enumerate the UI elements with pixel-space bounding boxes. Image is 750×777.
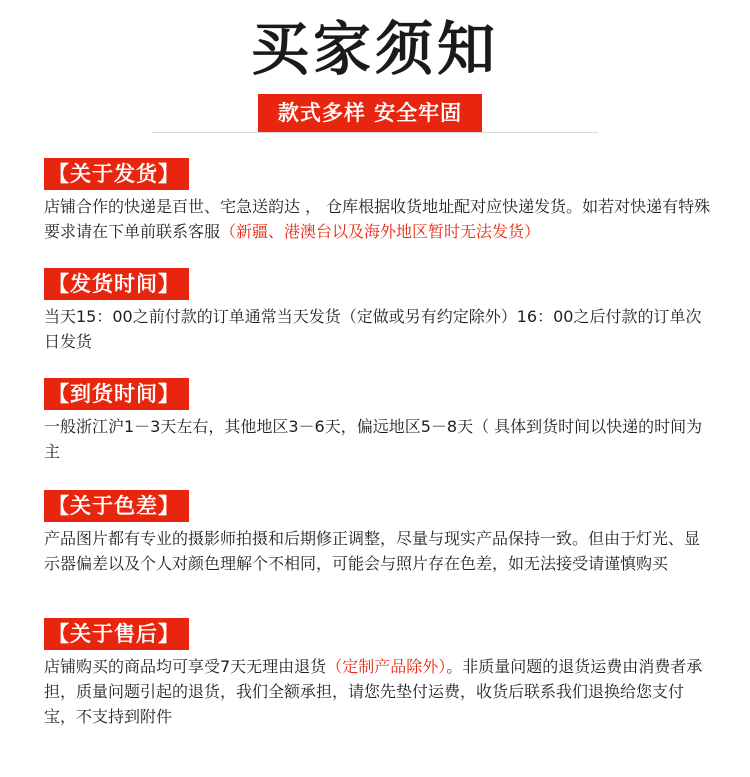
section-heading-color-difference: 【关于色差】 xyxy=(44,490,189,522)
section-text-color-difference: 产品图片都有专业的摄影师拍摄和后期修正调整，尽量与现实产品保持一致。但由于灯光、显示器偏差以及个人对颜色理解个不相同，可能会与照片存在色差，如无法接受请谨慎购买 xyxy=(44,529,701,573)
section-heading-after-sales: 【关于售后】 xyxy=(44,618,189,650)
section-heading-shipping-time: 【发货时间】 xyxy=(44,268,189,300)
section-text-shipping-time: 当天15：00之前付款的订单通常当天发货（定做或另有约定除外）16：00之后付款的订单次日发货 xyxy=(44,307,702,351)
section-body-after-sales-continued: 。非质量问题的退货运费由消费者承担，质量问题引起的退货，我们全额承担，请您先垫付运费，收货后联系我们退换给您支付宝，不支持到附件 xyxy=(44,657,703,726)
section-arrival-time xyxy=(44,378,714,464)
section-body-after-sales: 店铺购买的商品均可享受7天无理由退货 xyxy=(44,657,327,676)
section-text-shipping xyxy=(44,194,714,244)
section-highlight-after-sales: （定制产品除外） xyxy=(326,657,447,676)
section-highlight-shipping: （新疆、港澳台以及海外地区暂时无法发货） xyxy=(220,222,541,241)
section-heading-arrival-time: 【到货时间】 xyxy=(44,378,189,410)
section-body-shipping: 店铺合作的快递是百世、宅急送韵达 ， 仓库根据收货地址配对应快递发货。如若对快递有特殊要求请在下单前联系客服 xyxy=(44,197,711,241)
section-color-difference xyxy=(44,490,714,576)
subtitle-banner xyxy=(0,94,750,134)
section-after-sales xyxy=(44,618,714,729)
subtitle-divider xyxy=(152,132,598,133)
section-shipping xyxy=(44,158,714,244)
section-text-after-sales xyxy=(44,654,714,729)
page-title: 买家须知 xyxy=(250,15,499,83)
section-heading-shipping: 【关于发货】 xyxy=(44,158,189,190)
section-text-arrival-time: 一般浙江沪1－3天左右，其他地区3－6天，偏远地区5－8天（ 具体到货时间以快递的时间为主 xyxy=(44,417,703,461)
section-shipping-time xyxy=(44,268,714,354)
subtitle-label: 款式多样 安全牢固 xyxy=(258,94,482,132)
